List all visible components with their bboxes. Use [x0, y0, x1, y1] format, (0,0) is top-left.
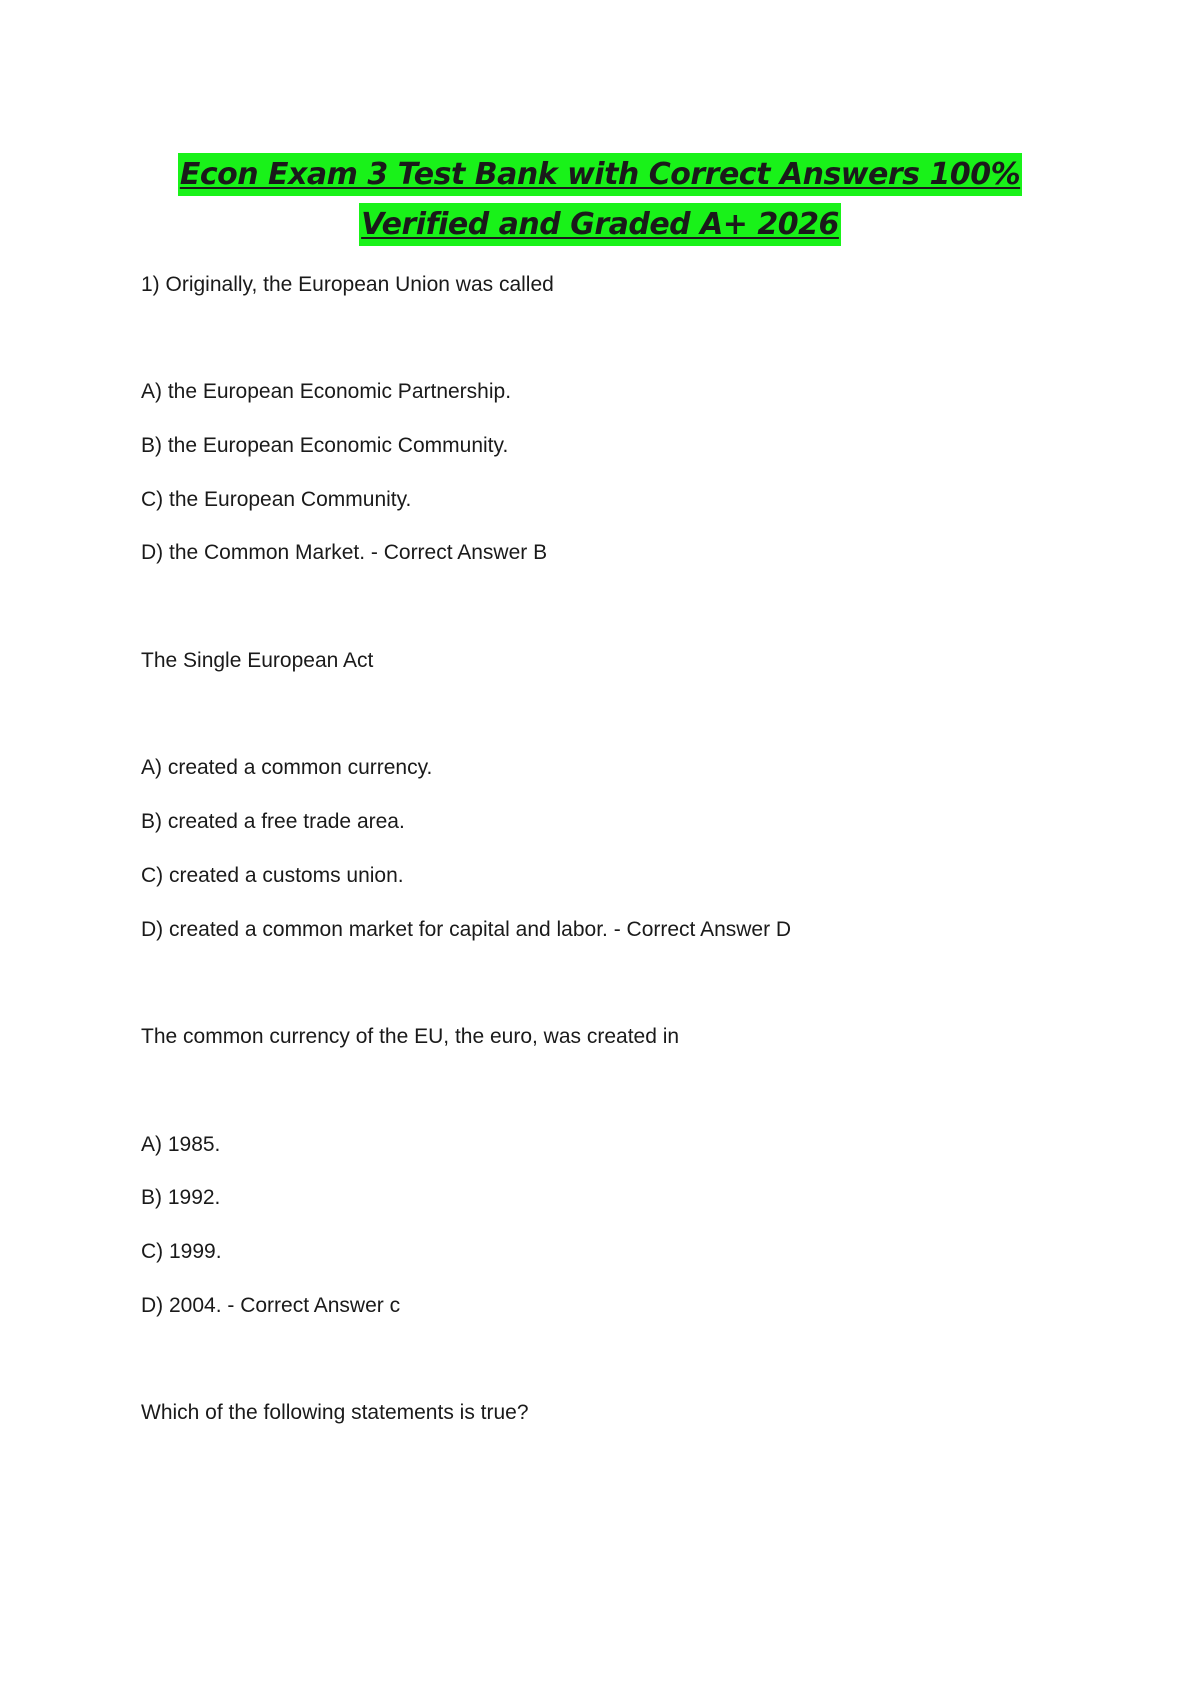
question-3-option-a: A) 1985.	[141, 1133, 221, 1156]
question-3-option-c: C) 1999.	[141, 1240, 222, 1263]
question-3-prompt: The common currency of the EU, the euro, was created in	[141, 1025, 680, 1048]
document-title-text: Econ Exam 3 Test Bank with Correct Answers 100% Verified and Graded A+ 2026	[178, 153, 1022, 246]
question-4-prompt: Which of the following statements is true?	[141, 1401, 529, 1424]
question-2-option-c: C) created a customs union.	[141, 864, 404, 887]
question-1-prompt: 1) Originally, the European Union was called	[141, 273, 554, 296]
question-1-option-a: A) the European Economic Partnership.	[141, 380, 512, 403]
question-3-option-d: D) 2004. - Correct Answer c	[141, 1294, 401, 1317]
question-3-option-b: B) 1992.	[141, 1186, 221, 1209]
question-1-option-c: C) the European Community.	[141, 488, 412, 511]
document-title	[150, 150, 1050, 250]
question-1-option-b: B) the European Economic Community.	[141, 434, 509, 457]
question-2-prompt: The Single European Act	[141, 649, 374, 672]
question-2-option-a: A) created a common currency.	[141, 756, 433, 779]
question-1-option-d: D) the Common Market. - Correct Answer B	[141, 541, 548, 564]
question-2-option-d: D) created a common market for capital and labor. - Correct Answer D	[141, 918, 792, 941]
question-2-option-b: B) created a free trade area.	[141, 810, 405, 833]
